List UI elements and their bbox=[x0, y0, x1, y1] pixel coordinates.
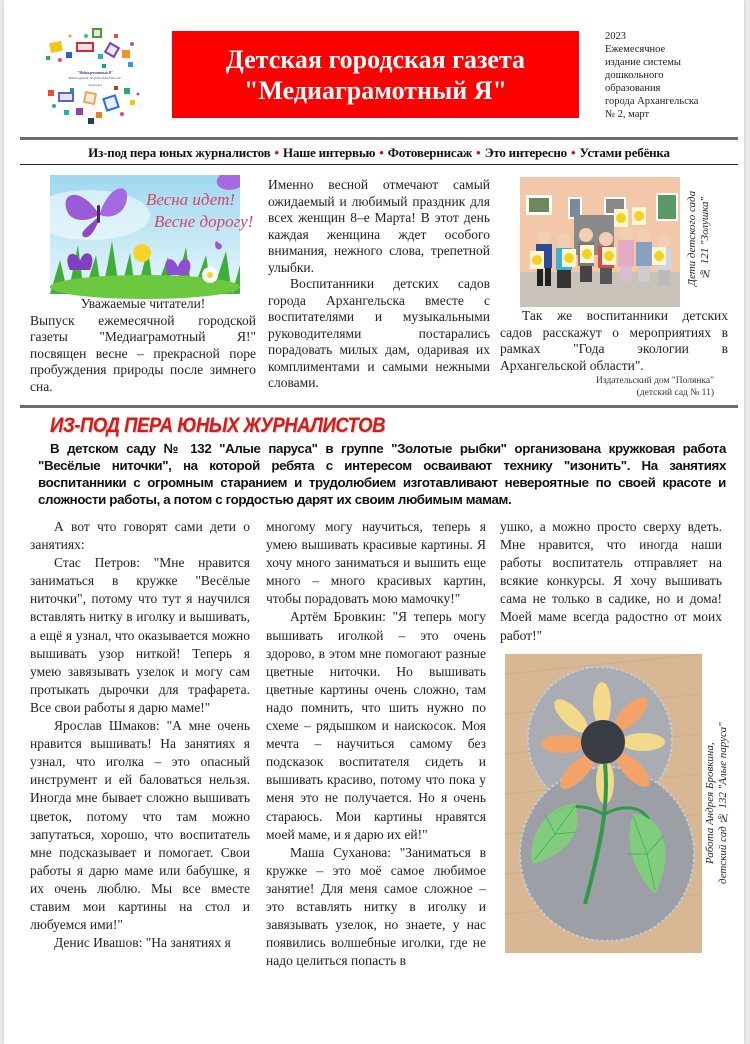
section-nav bbox=[20, 145, 738, 161]
article-column-3 bbox=[500, 518, 722, 645]
artwork-caption-line2: детский сад № 132 "Алые паруса" bbox=[717, 722, 729, 884]
article-paragraph: А вот что говорят сами дети о занятиях: bbox=[30, 519, 250, 553]
nav-divider bbox=[20, 164, 738, 165]
issue-info-line: Ежемесячное bbox=[605, 44, 666, 55]
article-column-2 bbox=[266, 518, 486, 970]
section-lead-text: В детском саду № 132 "Алые паруса" в группе "Золотые рыбки" организована кружковая работа "Весёлые ниточки", на которой ребята с интересом осваивают технику "изонить". На занятиях воспитанники с огромным старанием и трудолюбием изготавливают невероятные по своей красоте и сложности работы, а потом с гордостью дарят их своим любимым мамам. bbox=[38, 441, 726, 507]
section-title: ИЗ-ПОД ПЕРА ЮНЫХ ЖУРНАЛИСТОВ bbox=[50, 414, 386, 437]
quote-yaroslav-shmakov: Ярослав Шмаков: "А мне очень нравится вышивать! На занятиях я узнал, что иголка – это опасный инструмент и ей баловаться нельзя. Иногда мне бывает сложно вышивать цветок, потому что там можно запутаться, хорошо, что воспитатель мне подсказывает и помогает. Свои работы я дарю маме или бабушке, я их очень люблю. Мы все вместе ставим мои картины на стол и любуемся ими!" bbox=[30, 718, 250, 933]
issue-number: № 2, март bbox=[605, 109, 650, 120]
issue-info-line: образования bbox=[605, 83, 661, 94]
publisher-name: Издательский дом "Полянка" bbox=[596, 376, 714, 386]
nav-item-young-journalists[interactable]: Из-под пера юных журналистов bbox=[88, 145, 271, 160]
publisher-credit bbox=[596, 375, 714, 399]
intro-paragraph: Выпуск ежемесячной городской газеты "Медиаграмотный Я!" посвящен весне – прекрасной поре пробуждения природы после зимнего сна. bbox=[30, 312, 256, 394]
quote-artem-brovkin: Артём Бровкин: "Я теперь могу вышивать иголкой – это очень здорово, в этом мне помогают разные цветные ниточки. Но вышивать цветные картины очень сложно, там надо помнить, что шить нужно по схеме – рядышком и наискосок. Моя мечта – научиться самому без подсказок воспитателя сидеть и вышивать красиво, потому что пока у меня это не получается. Но я очень стараюсь. Мои картины нравятся моей маме, и я дарю их ей!" bbox=[266, 609, 486, 842]
header-divider bbox=[20, 137, 738, 140]
issue-info-line: дошкольного bbox=[605, 70, 664, 81]
quote-masha-sukhanova-start: Маша Суханова: "Заниматься в кружке – это моё самое любимое занятие! Для меня самое сложное – это вставлять нитку в иголку и завязывать узелок, но знаете, у нас появились волшебные иголки, где не надо целиться попасть в bbox=[266, 844, 486, 969]
quote-masha-sukhanova-end: ушко, а можно просто сверху вдеть. Мне нравится, что иногда наши работы воспитатель отправляет на всякие конкурсы. Я хочу вышивать сама не только в садике, но и дома! Моей маме всегда радостно от моих работ!" bbox=[500, 519, 722, 643]
spring-text-line2: Весне дорогу! bbox=[154, 212, 254, 231]
svg-text:"Медиаграмотный Я": "Медиаграмотный Я" bbox=[76, 71, 114, 75]
intro-column-2 bbox=[268, 177, 490, 392]
logo-icon bbox=[40, 24, 150, 128]
kids-photo-caption-line2: № 121 "Золушка" bbox=[699, 196, 711, 280]
publisher-kindergarten: (детский сад № 11) bbox=[636, 388, 714, 398]
nav-item-photo-gallery[interactable]: Фотовернисаж bbox=[387, 145, 473, 160]
kids-photo bbox=[520, 177, 680, 307]
kids-photo-caption-line1: Дети детского сада bbox=[686, 190, 698, 286]
nav-separator: • bbox=[379, 145, 384, 160]
masthead-title-line2: "Медиаграмотный Я" bbox=[244, 75, 507, 105]
ecology-paragraph: Так же воспитанники детских садов расскажут о мероприятиях в рамках "Года экологии в Архангельской области". bbox=[500, 308, 728, 373]
article-column-1 bbox=[30, 518, 250, 952]
masthead-title-line1: Детская городская газета bbox=[225, 44, 526, 74]
section-divider bbox=[20, 405, 738, 408]
nav-separator: • bbox=[274, 145, 280, 160]
nav-item-interesting[interactable]: Это интересно bbox=[484, 145, 567, 160]
newspaper-page bbox=[4, 0, 744, 1044]
svg-text:Медиа-проект "Я среди детей Ро: Медиа-проект "Я среди детей России" bbox=[68, 76, 122, 80]
greeting: Уважаемые читатели! bbox=[80, 296, 206, 311]
nav-separator: • bbox=[476, 145, 481, 160]
artwork-caption bbox=[704, 700, 740, 906]
issue-info bbox=[605, 30, 745, 121]
artwork-caption-line1: Работа Андрея Бровкина, bbox=[704, 742, 716, 864]
kids-photo-caption bbox=[686, 180, 724, 296]
quote-denis-ivashov-start: Денис Ивашов: "На занятиях я bbox=[54, 935, 231, 951]
string-art-sunflower-image bbox=[505, 654, 702, 953]
section-lead bbox=[38, 440, 726, 508]
spring-text-line1: Весна идет! bbox=[146, 190, 236, 209]
nav-separator: • bbox=[570, 145, 576, 160]
newspaper-logo bbox=[40, 24, 150, 128]
quote-stas-petrov: Стас Петров: "Мне нравится заниматься в кружке "Весёлые ниточки", потому что тут я научился вставлять нитку в иголку и вышивать, а ещё я узнал, что оказывается можно вышивать узор ниткой! Теперь я умею завязывать узелок и могу сам протыкать дырочки для трафарета. Все свои работы я дарю маме!" bbox=[30, 555, 250, 715]
intro-column-1 bbox=[30, 296, 256, 395]
masthead-title bbox=[172, 31, 579, 118]
nav-item-child-words[interactable]: Устами ребёнка bbox=[579, 145, 670, 160]
svg-text:Архангельск: Архангельск bbox=[87, 84, 103, 87]
holiday-paragraph: Именно весной отмечают самый ожидаемый и любимый праздник для всех женщин 8–е Марта! В этот день каждая женщина ждет особого внимания, нежного слова, трепетной улыбки. bbox=[268, 177, 490, 275]
quote-denis-ivashov-end: многому могу научиться, теперь я умею вышивать красивые картины. Я хочу много заниматься и вышить еще много – много красивых картин, чтобы порадовать мою мамочку!" bbox=[266, 519, 486, 607]
intro-column-3 bbox=[500, 308, 728, 374]
kindergarten-paragraph: Воспитанники детских садов города Архангельска вместе с воспитателями и музыкальными руководителями постарались порадовать милых дам, одаривая их комплиментами и самыми нежными словами. bbox=[268, 276, 490, 390]
nav-item-interview[interactable]: Наше интервью bbox=[283, 145, 376, 160]
issue-info-line: города Архангельска bbox=[605, 96, 699, 107]
spring-greeting-image bbox=[50, 175, 254, 294]
issue-year: 2023 bbox=[605, 31, 626, 42]
issue-info-line: издание системы bbox=[605, 57, 681, 68]
